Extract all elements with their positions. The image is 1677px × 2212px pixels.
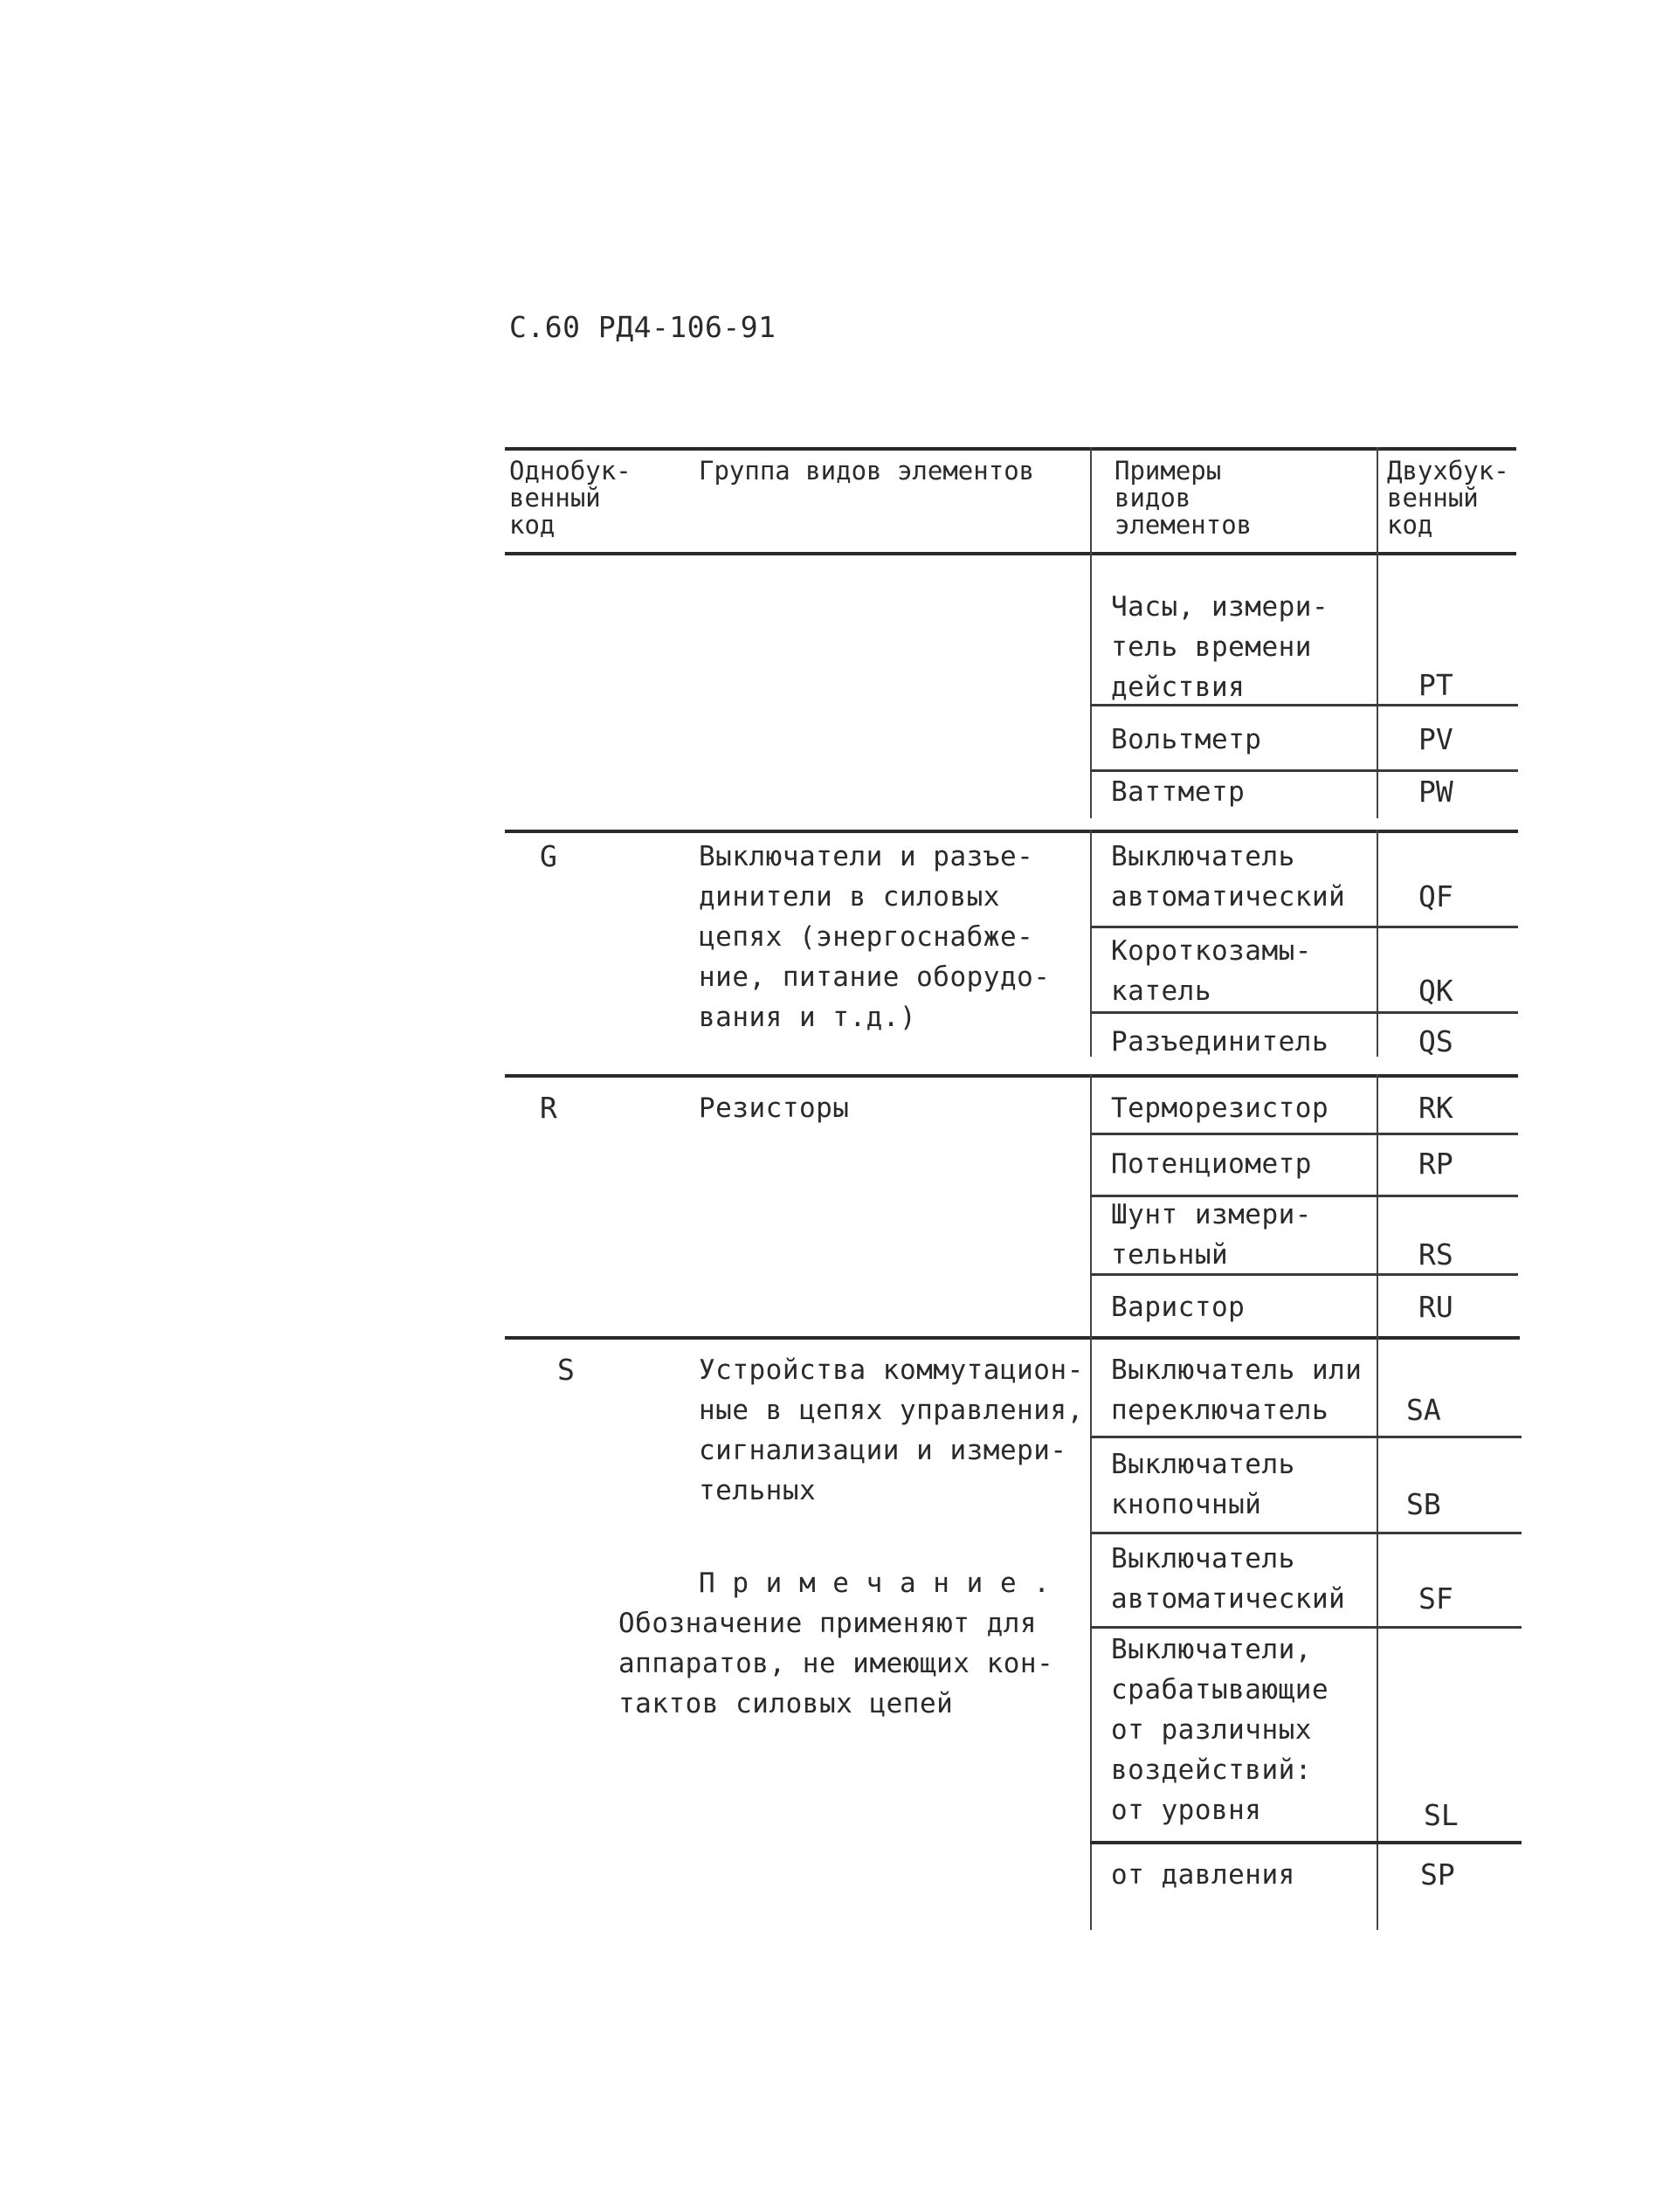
col-divider bbox=[1377, 830, 1378, 1057]
note-title: П р и м е ч а н и е . bbox=[699, 1568, 1051, 1599]
row-rule bbox=[1090, 1841, 1522, 1844]
code2-cell: SB bbox=[1406, 1487, 1441, 1521]
code2-cell: RS bbox=[1418, 1237, 1453, 1271]
example-cell: Выключатель автоматический bbox=[1111, 1543, 1346, 1615]
example-cell: Потенциометр bbox=[1111, 1148, 1312, 1180]
code1-cell: G bbox=[540, 839, 557, 873]
code2-cell: PW bbox=[1418, 775, 1453, 809]
col-divider bbox=[1377, 1074, 1378, 1336]
code2-cell: PV bbox=[1418, 722, 1453, 756]
table-top-rule bbox=[505, 447, 1516, 451]
header-element-group: Группа видов элементов bbox=[699, 456, 1035, 486]
example-cell: Варистор bbox=[1111, 1292, 1246, 1323]
example-cell: Ваттметр bbox=[1111, 776, 1246, 808]
code1-cell: R bbox=[540, 1091, 557, 1125]
group-cell: Устройства коммутацион- ные в цепях управления, сигнализации и измери- тельных bbox=[699, 1354, 1084, 1506]
row-rule bbox=[1090, 1626, 1522, 1629]
code2-cell: QF bbox=[1418, 879, 1453, 913]
header-two-letter-code: Двухбук- венный код bbox=[1387, 456, 1509, 540]
group-cell: Выключатели и разъе- динители в силовых цепях (энергоснабже- ние, питание оборудо- вания и т.д.) bbox=[699, 841, 1051, 1033]
example-cell: Часы, измери- тель времени действия bbox=[1111, 591, 1329, 703]
row-rule bbox=[1090, 1532, 1522, 1534]
code2-cell: SA bbox=[1406, 1393, 1441, 1427]
example-cell: Выключатель или переключатель bbox=[1111, 1354, 1363, 1426]
row-rule bbox=[1090, 1436, 1522, 1438]
section-rule-r bbox=[505, 1074, 1518, 1078]
col-divider bbox=[1090, 1074, 1092, 1336]
code2-cell: PT bbox=[1418, 668, 1453, 702]
code2-cell: RU bbox=[1418, 1290, 1453, 1324]
section-rule-s bbox=[505, 1336, 1520, 1340]
example-cell: Выключатель кнопочный bbox=[1111, 1449, 1295, 1520]
example-cell: Шунт измери- тельный bbox=[1111, 1199, 1312, 1271]
header-divider-4 bbox=[1377, 447, 1378, 552]
example-cell: Разъединитель bbox=[1111, 1026, 1329, 1058]
code2-cell: SL bbox=[1424, 1798, 1459, 1832]
col-divider bbox=[1090, 552, 1092, 818]
row-rule bbox=[1090, 1011, 1518, 1014]
code2-cell: RP bbox=[1418, 1147, 1453, 1181]
example-cell: Выключатели, срабатывающие от различных воздействий: от уровня bbox=[1111, 1634, 1329, 1826]
example-cell: Выключатель автоматический bbox=[1111, 841, 1346, 913]
code2-cell: RK bbox=[1418, 1091, 1453, 1125]
code2-cell: SF bbox=[1418, 1581, 1453, 1616]
code1-cell: S bbox=[557, 1353, 575, 1387]
header-single-letter-code: Однобук- венный код bbox=[509, 456, 631, 540]
group-cell: Резисторы bbox=[699, 1092, 850, 1124]
example-cell: Вольтметр bbox=[1111, 724, 1262, 755]
code2-cell: QS bbox=[1418, 1024, 1453, 1058]
row-rule bbox=[1090, 1133, 1518, 1135]
col-divider bbox=[1377, 552, 1378, 818]
section-rule-g bbox=[505, 830, 1518, 833]
page-header: С.60 РД4-106-91 bbox=[509, 310, 776, 344]
code2-cell: SP bbox=[1420, 1857, 1455, 1892]
header-divider-3 bbox=[1090, 447, 1092, 552]
example-cell: от давления bbox=[1111, 1859, 1295, 1891]
example-cell: Короткозамы- катель bbox=[1111, 935, 1312, 1007]
row-rule bbox=[1090, 926, 1518, 928]
col-divider bbox=[1090, 830, 1092, 1057]
note-text: Обозначение применяют для аппаратов, не имеющих кон- тактов силовых цепей bbox=[618, 1608, 1054, 1719]
header-bottom-rule bbox=[505, 552, 1516, 555]
header-element-examples: Примеры видов элементов bbox=[1115, 456, 1253, 540]
example-cell: Терморезистор bbox=[1111, 1092, 1329, 1124]
code2-cell: QK bbox=[1418, 974, 1453, 1008]
